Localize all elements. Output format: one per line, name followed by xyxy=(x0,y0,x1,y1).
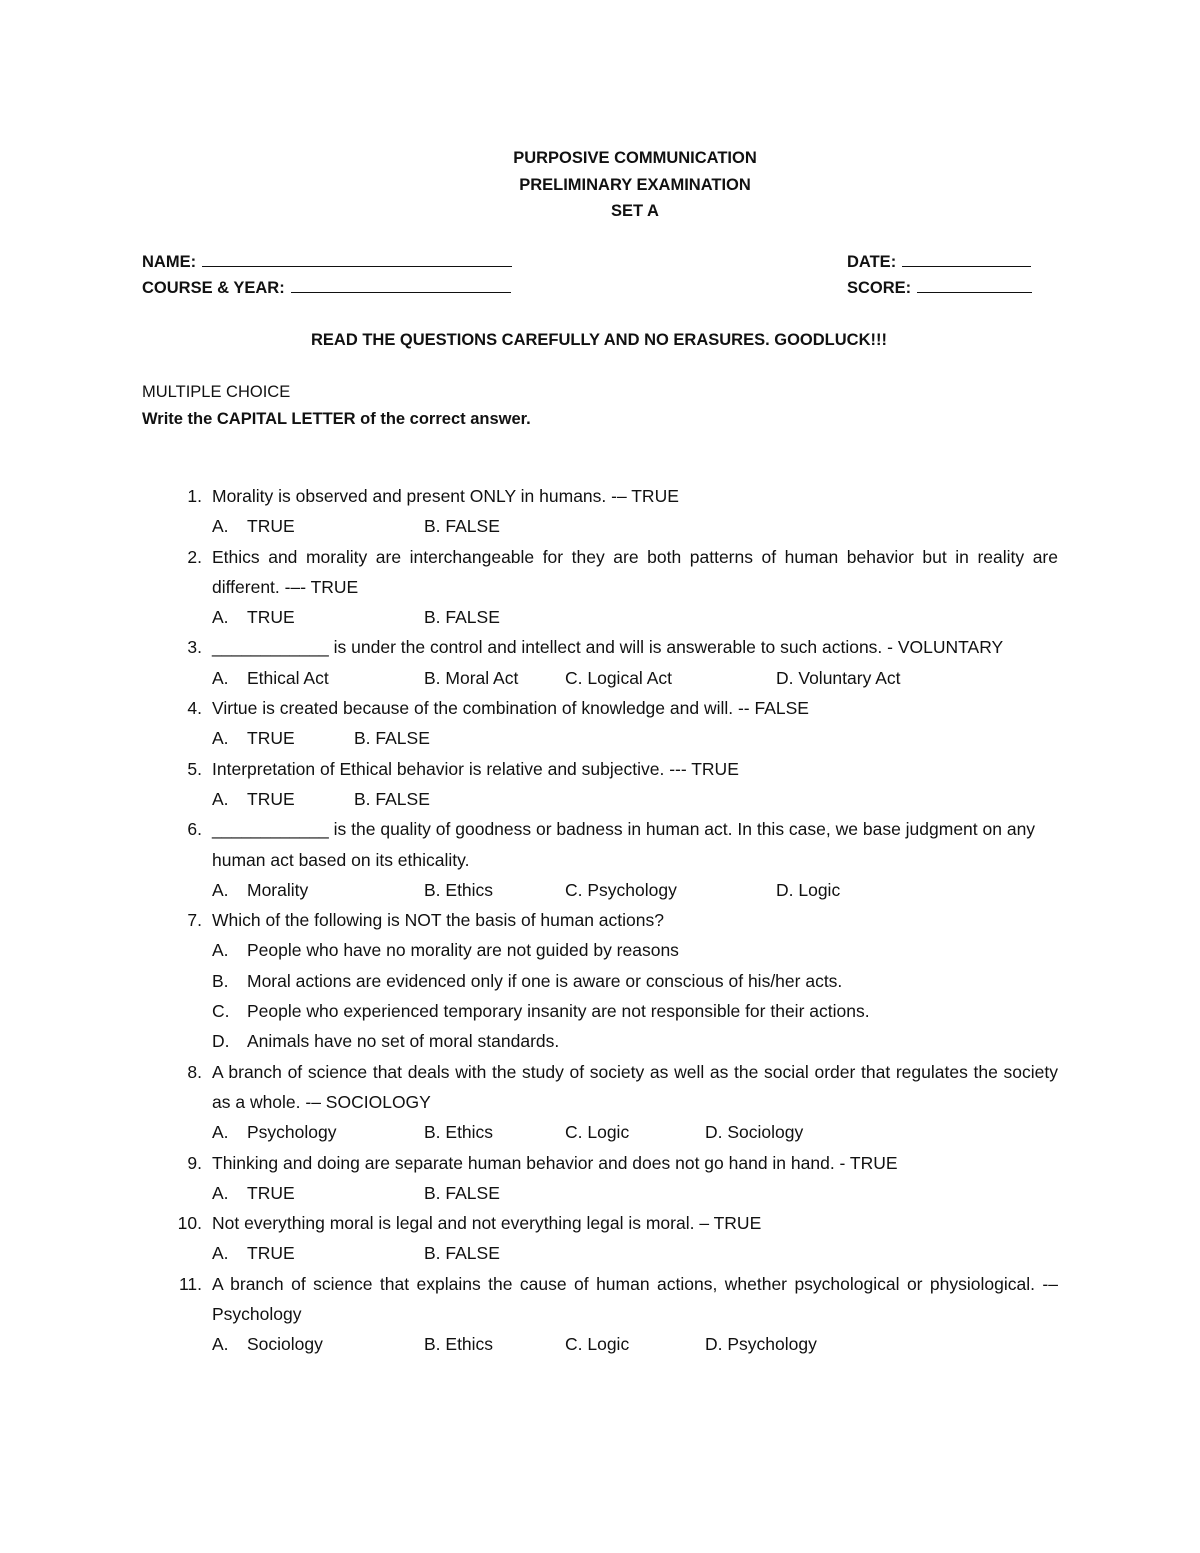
option-letter: D. xyxy=(212,1031,230,1052)
question-item xyxy=(187,481,1058,511)
question-number: 4. xyxy=(187,698,202,719)
option-letter: A. xyxy=(212,516,229,537)
answer-option: B. Ethics xyxy=(424,1334,494,1355)
answer-option: B. Ethics xyxy=(424,1122,494,1143)
question-text: Virtue is created because of the combination of knowledge and will. -- FALSE xyxy=(212,698,809,719)
set-label: SET A xyxy=(611,202,659,220)
question-number: 6. xyxy=(187,819,202,840)
answer-option: B. FALSE xyxy=(424,516,500,537)
answer-option: D. Psychology xyxy=(705,1334,817,1355)
question-item xyxy=(187,542,1058,603)
answer-option: TRUE xyxy=(247,728,295,749)
course-year-field xyxy=(142,278,511,298)
question-list xyxy=(0,481,1200,1360)
section-title: MULTIPLE CHOICE xyxy=(142,383,291,401)
answer-option: Morality xyxy=(247,879,309,900)
answer-option: D. Sociology xyxy=(705,1122,804,1143)
answer-options xyxy=(212,1117,1200,1147)
answer-option xyxy=(212,1026,1200,1056)
instructions: READ THE QUESTIONS CAREFULLY AND NO ERASURES. GOODLUCK!!! xyxy=(310,331,887,349)
answer-options xyxy=(212,1329,1200,1359)
answer-option: TRUE xyxy=(247,516,295,537)
name-label: NAME: xyxy=(142,253,197,271)
answer-option: TRUE xyxy=(247,1182,295,1203)
course-year-blank xyxy=(291,278,511,293)
question-item xyxy=(178,1269,1058,1330)
option-letter: A. xyxy=(212,1122,229,1143)
subject-title: PURPOSIVE COMMUNICATION xyxy=(513,149,757,167)
question-text: Not everything moral is legal and not everything legal is moral. – TRUE xyxy=(212,1213,762,1234)
question-item xyxy=(187,814,1058,875)
answer-options xyxy=(212,1238,1200,1268)
question-text: Which of the following is NOT the basis of human actions? xyxy=(212,910,664,931)
name-blank xyxy=(202,252,512,267)
question-number: 2. xyxy=(187,546,202,567)
option-letter: A. xyxy=(212,940,229,961)
option-text: People who experienced temporary insanity are not responsible for their actions. xyxy=(247,1001,870,1022)
option-text: Animals have no set of moral standards. xyxy=(247,1031,560,1052)
answer-option: Psychology xyxy=(247,1122,337,1143)
answer-option: B. FALSE xyxy=(354,788,430,809)
option-letter: A. xyxy=(212,667,229,688)
answer-option: D. Voluntary Act xyxy=(776,667,901,688)
option-letter: A. xyxy=(212,1334,229,1355)
question-item xyxy=(187,905,1058,935)
question-number: 1. xyxy=(187,486,202,506)
answer-option: B. FALSE xyxy=(424,1182,500,1203)
answer-option: TRUE xyxy=(247,607,295,628)
answer-option: C. Logic xyxy=(565,1334,630,1355)
option-letter: B. xyxy=(212,970,229,991)
question-number: 5. xyxy=(187,758,202,779)
question-text: Morality is observed and present ONLY in humans. -– TRUE xyxy=(212,486,679,506)
question-text: A branch of science that deals with the study of society as well as the social order that regulates the society as a whole. -– SOCIOLOGY xyxy=(212,1061,1058,1112)
question-item xyxy=(177,1208,1058,1238)
answer-options xyxy=(212,723,1200,753)
option-letter: A. xyxy=(212,788,229,809)
answer-options xyxy=(212,663,1200,693)
question-text: ____________ is the quality of goodness or badness in human act. In this case, we base judgment on any human act based on its ethicality. xyxy=(212,819,1036,870)
question-item xyxy=(187,1057,1058,1118)
option-text: Moral actions are evidenced only if one is aware or conscious of his/her acts. xyxy=(247,970,843,991)
score-blank xyxy=(917,278,1032,293)
answer-options xyxy=(212,511,1200,541)
answer-option: TRUE xyxy=(247,788,295,809)
question-text: Ethics and morality are interchangeable for they are both patterns of human behavior but in reality are different. -–- TRUE xyxy=(212,546,1058,597)
exam-header xyxy=(0,145,1200,225)
question-item xyxy=(187,632,1058,662)
answer-option: B. FALSE xyxy=(424,607,500,628)
answer-option: D. Logic xyxy=(776,879,841,900)
question-text: Interpretation of Ethical behavior is relative and subjective. --- TRUE xyxy=(212,758,739,779)
question-item xyxy=(187,693,1058,723)
option-letter: A. xyxy=(212,1243,229,1264)
option-letter: C. xyxy=(212,1001,230,1022)
question-item xyxy=(187,754,1058,784)
question-text: Thinking and doing are separate human behavior and does not go hand in hand. - TRUE xyxy=(212,1152,898,1173)
exam-title: PRELIMINARY EXAMINATION xyxy=(519,175,751,194)
answer-option xyxy=(212,966,1200,996)
question-number: 9. xyxy=(187,1152,202,1173)
score-field xyxy=(847,278,1032,298)
answer-options xyxy=(212,784,1200,814)
answer-option: Sociology xyxy=(247,1334,323,1355)
answer-option: C. Psychology xyxy=(565,879,677,900)
answer-option xyxy=(212,935,1200,965)
answer-option: C. Logical Act xyxy=(565,667,672,688)
course-year-label: COURSE & YEAR: xyxy=(142,279,285,297)
answer-option xyxy=(212,996,1200,1026)
answer-options xyxy=(212,875,1200,905)
question-number: 10. xyxy=(177,1213,202,1234)
answer-option: TRUE xyxy=(247,1243,295,1264)
date-label: DATE: xyxy=(847,253,897,271)
answer-options xyxy=(212,602,1200,632)
answer-option: Ethical Act xyxy=(247,667,329,688)
answer-option: B. Ethics xyxy=(424,879,494,900)
option-letter: A. xyxy=(212,1182,229,1203)
option-letter: A. xyxy=(212,879,229,900)
date-field xyxy=(847,252,1031,272)
question-number: 3. xyxy=(187,637,202,658)
option-text: People who have no morality are not guided by reasons xyxy=(247,940,679,961)
option-letter: A. xyxy=(212,607,229,628)
answer-option: B. FALSE xyxy=(424,1243,500,1264)
question-item xyxy=(187,1148,1058,1178)
answer-option: B. FALSE xyxy=(354,728,430,749)
section-subtitle: Write the CAPITAL LETTER of the correct answer. xyxy=(142,410,531,428)
question-number: 8. xyxy=(187,1061,202,1082)
score-label: SCORE: xyxy=(847,279,912,297)
date-blank xyxy=(902,252,1031,267)
name-field xyxy=(142,252,512,272)
option-letter: A. xyxy=(212,728,229,749)
question-number: 11. xyxy=(178,1273,202,1294)
question-number: 7. xyxy=(187,910,202,931)
question-text: A branch of science that explains the cause of human actions, whether psychological or physiological. -– Psychology xyxy=(212,1273,1058,1325)
answer-options xyxy=(212,1178,1200,1208)
answer-option: B. Moral Act xyxy=(424,667,519,688)
question-text: ____________ is under the control and intellect and will is answerable to such actions. - VOLUNTARY xyxy=(212,637,1004,658)
answer-option: C. Logic xyxy=(565,1122,630,1143)
